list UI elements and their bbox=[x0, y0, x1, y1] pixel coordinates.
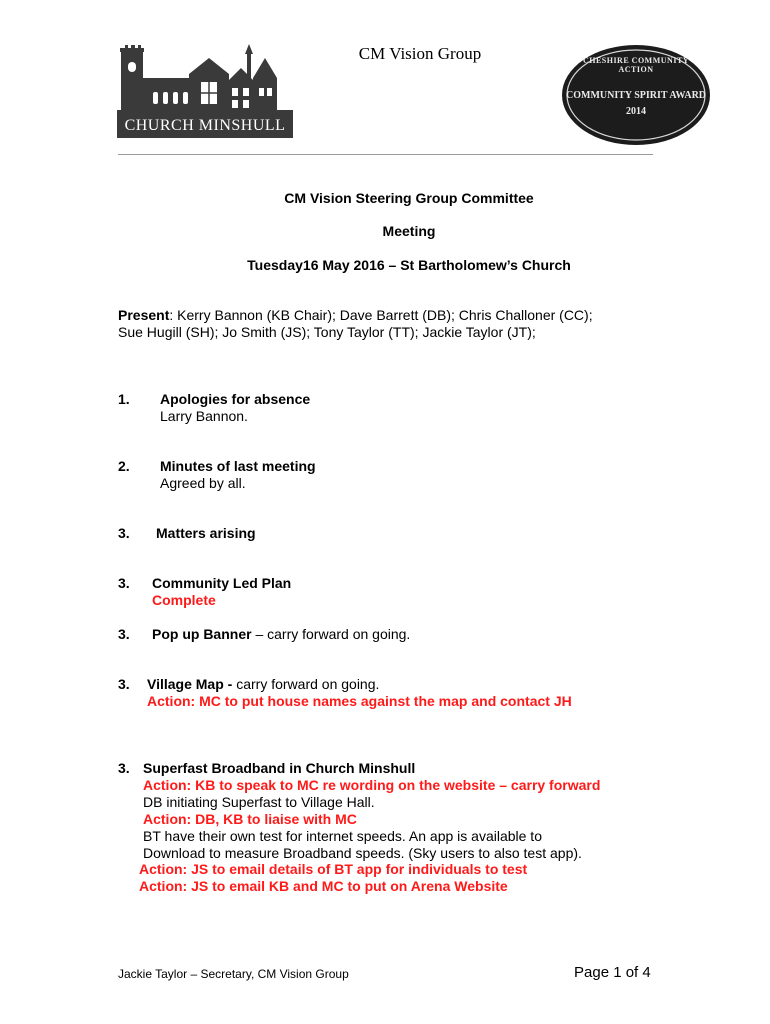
date-location-heading: Tuesday16 May 2016 – St Bartholomew’s Church bbox=[247, 257, 571, 273]
logo-text: CHURCH MINSHULL bbox=[124, 117, 286, 134]
item-number: 3. bbox=[118, 575, 130, 591]
item-number: 2. bbox=[118, 458, 130, 474]
apologies-text: Larry Bannon. bbox=[160, 408, 248, 424]
award-top-text: CHESHIRE COMMUNITY ACTION bbox=[582, 56, 690, 74]
pop-up-banner-line bbox=[152, 626, 410, 643]
community-led-plan-title: Community Led Plan bbox=[152, 575, 292, 591]
broadband-text-2: BT have their own test for internet speeds. An app is available to bbox=[143, 828, 542, 844]
broadband-title: Superfast Broadband in Church Minshull bbox=[143, 760, 416, 776]
pop-up-banner-title: Pop up Banner bbox=[152, 626, 252, 642]
header-title: CM Vision Group bbox=[358, 44, 482, 63]
award-middle-text: COMMUNITY SPIRIT AWARD bbox=[566, 90, 707, 101]
item-number: 3. bbox=[118, 626, 130, 642]
broadband-action-2: Action: DB, KB to liaise with MC bbox=[143, 811, 357, 827]
pop-up-banner-text: – carry forward on going. bbox=[251, 626, 411, 642]
community-led-plan-status: Complete bbox=[152, 592, 216, 608]
item-number: 3. bbox=[118, 760, 130, 776]
broadband-text-3: Download to measure Broadband speeds. (Sky users to also test app). bbox=[143, 845, 582, 861]
present-line-2: Sue Hugill (SH); Jo Smith (JS); Tony Taylor (TT); Jackie Taylor (JT); bbox=[118, 324, 536, 340]
committee-heading: CM Vision Steering Group Committee bbox=[284, 190, 534, 206]
minutes-title: Minutes of last meeting bbox=[160, 458, 316, 474]
community-spirit-award-badge bbox=[560, 42, 712, 148]
broadband-action-3: Action: JS to email details of BT app for individuals to test bbox=[139, 861, 528, 877]
church-minshull-logo bbox=[117, 44, 293, 138]
broadband-action-4: Action: JS to email KB and MC to put on Arena Website bbox=[139, 878, 508, 894]
page-number: Page 1 of 4 bbox=[574, 964, 651, 981]
present-names-1: : Kerry Bannon (KB Chair); Dave Barrett (DB); Chris Challoner (CC); bbox=[169, 307, 593, 323]
present-label: Present bbox=[118, 307, 170, 323]
village-map-title: Village Map - bbox=[147, 676, 233, 692]
village-map-action: Action: MC to put house names against the map and contact JH bbox=[147, 693, 572, 709]
village-map-text: carry forward on going. bbox=[232, 676, 380, 692]
present-line-1 bbox=[118, 307, 593, 324]
header-divider bbox=[118, 154, 653, 155]
matters-arising-title: Matters arising bbox=[156, 525, 256, 541]
footer-secretary: Jackie Taylor – Secretary, CM Vision Group bbox=[118, 967, 349, 981]
apologies-title: Apologies for absence bbox=[160, 391, 311, 407]
minutes-text: Agreed by all. bbox=[160, 475, 246, 491]
village-map-line bbox=[147, 676, 379, 693]
item-number: 3. bbox=[118, 525, 130, 541]
item-number: 1. bbox=[118, 391, 130, 407]
broadband-text-1: DB initiating Superfast to Village Hall. bbox=[143, 794, 375, 810]
meeting-heading: Meeting bbox=[382, 223, 436, 239]
item-number: 3. bbox=[118, 676, 130, 692]
broadband-action-1: Action: KB to speak to MC re wording on the website – carry forward bbox=[143, 777, 601, 793]
award-year: 2014 bbox=[626, 106, 646, 117]
